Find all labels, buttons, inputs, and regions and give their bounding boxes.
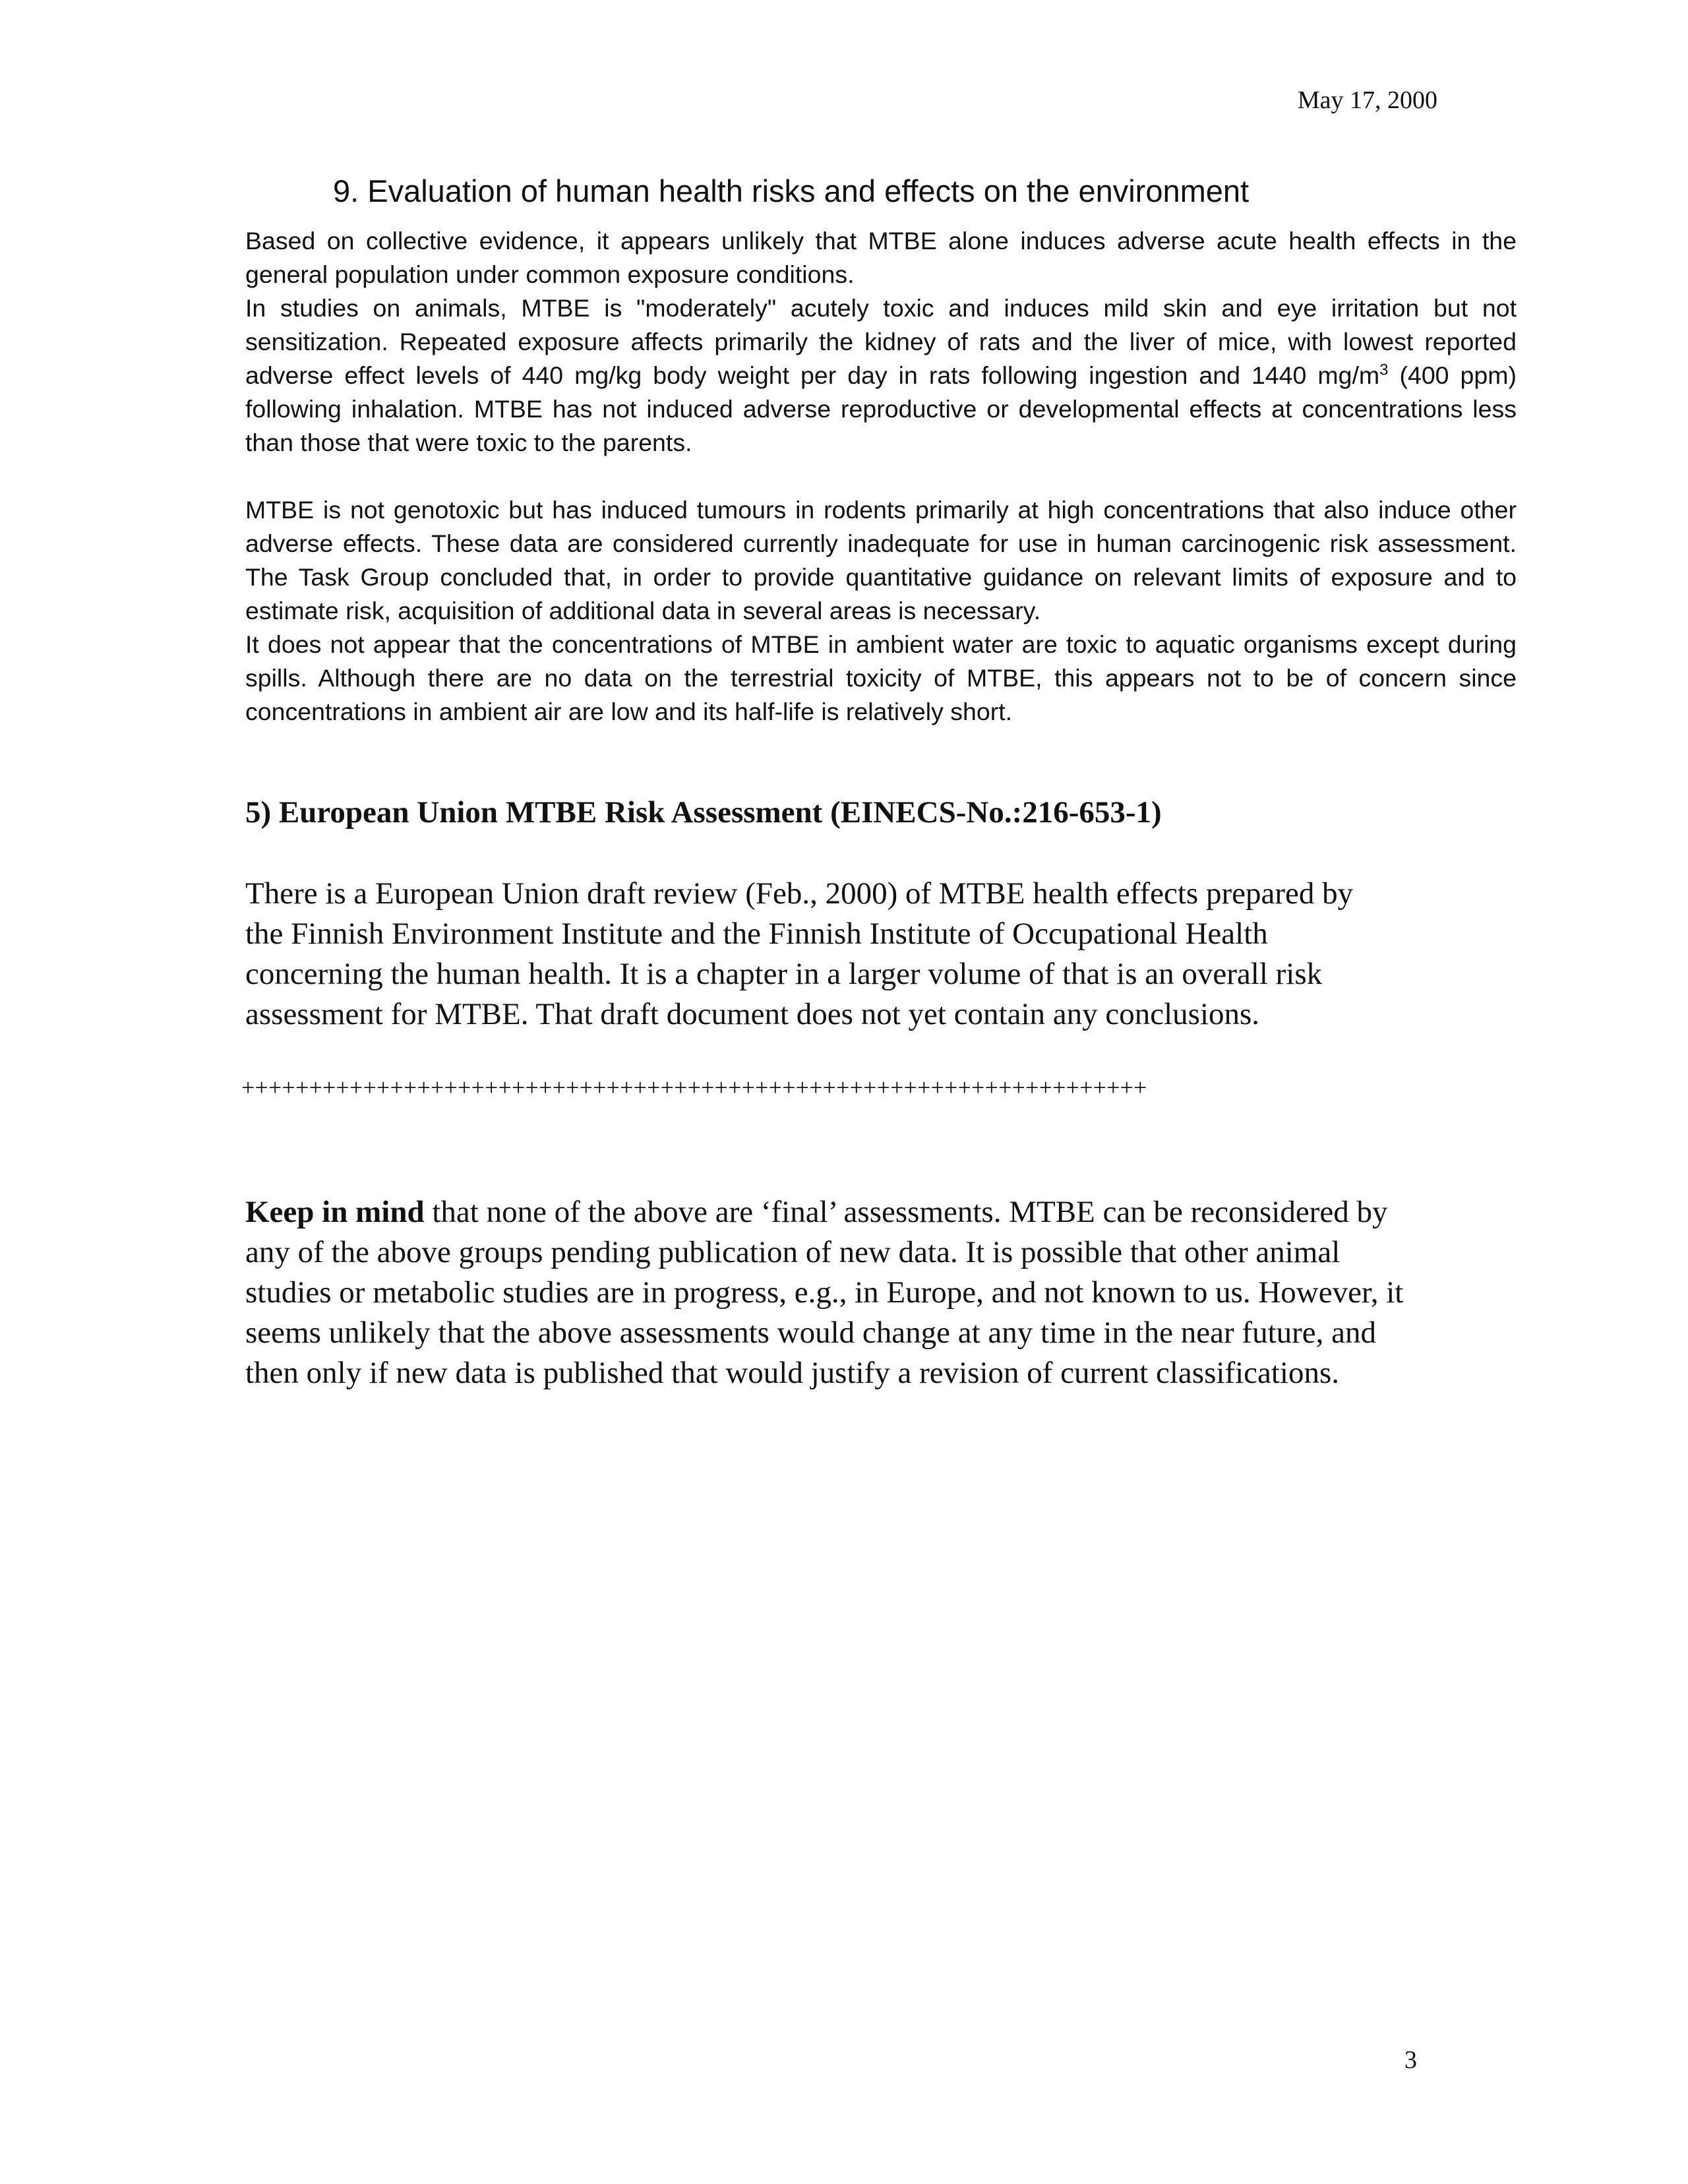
page-number: 3 — [1404, 2046, 1417, 2074]
section-5-paragraph — [245, 874, 1353, 1035]
section-9-body-part-2 — [245, 493, 1517, 729]
unit-superscript: 3 — [1379, 361, 1389, 379]
section-9-paragraph-2-text: In studies on animals, MTBE is "moderately" acutely toxic and induces mild skin and eye irritation but not sensitization. Repeated exposure affects primarily the kidney of rats and the liver of mice, with lowest reported adverse effect levels of 440 mg/kg body weight per day in rats following ingestion and 1440 — [245, 294, 1517, 389]
closing-line-1-rest: that none of the above are ‘final’ assessments. MTBE can be reconsidered by — [424, 1195, 1388, 1229]
document-date: May 17, 2000 — [1297, 86, 1437, 114]
section-9-paragraph-3: MTBE is not genotoxic but has induced tumours in rodents primarily at high concentrations that also induce other adverse effects. These data are considered currently inadequate for use in human carcinogenic risk assessment. The Task Group concluded that, in order to provide quantitative guidance on relevant limits of exposure and to estimate risk, acquisition of additional data in several areas is necessary. — [245, 496, 1517, 624]
section-9-paragraph-2 — [245, 291, 1517, 460]
closing-paragraph — [245, 1192, 1403, 1393]
unit-mg-per-m3 — [1317, 361, 1388, 389]
section-5-heading: 5) European Union MTBE Risk Assessment (EINECS-No.:216-653-1) — [245, 795, 1162, 830]
closing-line: any of the above groups pending publication of new data. It is possible that other animal — [245, 1235, 1341, 1269]
section-9-body-part-1 — [245, 224, 1517, 460]
closing-line — [245, 1192, 1403, 1232]
closing-line: studies or metabolic studies are in progress, e.g., in Europe, and not known to us. However, it — [245, 1275, 1404, 1310]
section-5-line: concerning the human health. It is a chapter in a larger volume of that is an overall risk — [245, 957, 1323, 991]
closing-line: seems unlikely that the above assessments would change at any time in the near future, and — [245, 1316, 1376, 1350]
section-9-heading: 9. Evaluation of human health risks and effects on the environment — [333, 173, 1250, 208]
plus-sign-divider: +++++++++++++++++++++++++++++++++++++++++++++++++++++++++++++++++++ — [241, 1074, 1147, 1101]
section-5-line: There is a European Union draft review (Feb., 2000) of MTBE health effects prepared by — [245, 876, 1354, 911]
closing-lead-bold: Keep in mind — [245, 1195, 425, 1229]
unit-base: mg/m — [1317, 361, 1380, 389]
closing-line: then only if new data is published that would justify a revision of current classifications. — [245, 1356, 1339, 1390]
section-9-paragraph-2-cont: (400 ppm) following inhalation. MTBE has not induced adverse reproductive or developmental effects at concentrations less than those that were toxic to the parents. — [245, 361, 1517, 456]
section-9-paragraph-4: It does not appear that the concentrations of MTBE in ambient water are toxic to aquatic organisms except during spills. Although there are no data on the terrestrial toxicity of MTBE, this appears not to be of concern since concentrations in ambient air are low and its half-life is relatively short. — [245, 630, 1517, 725]
section-5-line: the Finnish Environment Institute and the Finnish Institute of Occupational Health — [245, 917, 1268, 951]
section-5-line: assessment for MTBE. That draft document does not yet contain any conclusions. — [245, 997, 1260, 1031]
section-9-paragraph-1: Based on collective evidence, it appears unlikely that MTBE alone induces adverse acute health effects in the general population under common exposure conditions. — [245, 227, 1517, 288]
